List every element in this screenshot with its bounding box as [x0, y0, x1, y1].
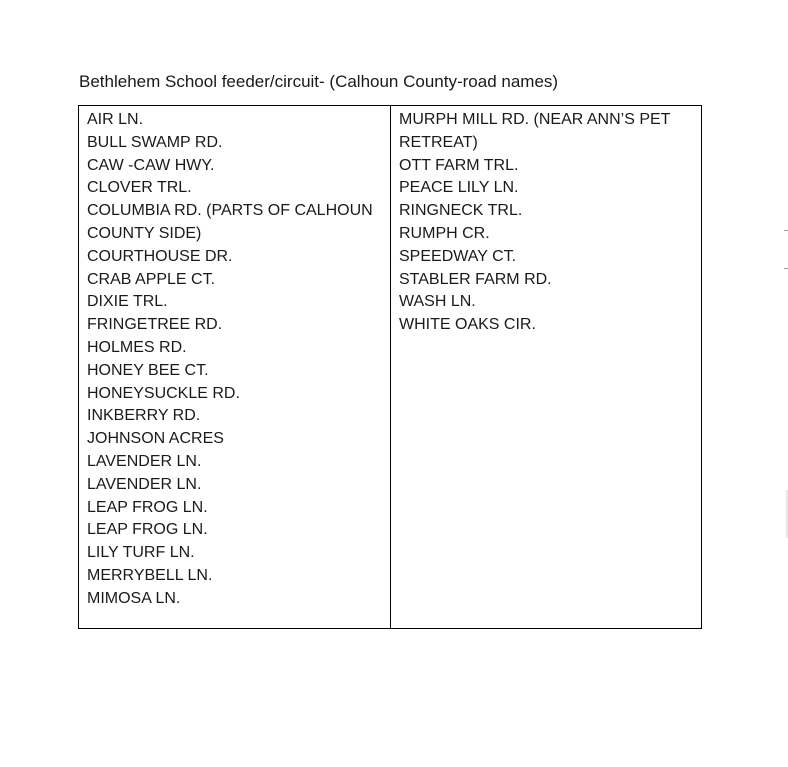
- road-name: RINGNECK TRL.: [399, 202, 523, 220]
- road-name: CRAB APPLE CT.: [87, 270, 216, 288]
- road-name: COURTHOUSE DR.: [87, 247, 233, 265]
- road-name: BULL SWAMP RD.: [87, 133, 223, 151]
- road-name: FRINGETREE RD.: [87, 316, 223, 334]
- road-name: RUMPH CR.: [399, 224, 490, 242]
- road-name: HOLMES RD.: [87, 338, 187, 356]
- road-name: INKBERRY RD.: [87, 407, 201, 425]
- road-name: LEAP FROG LN.: [87, 498, 208, 516]
- road-names-left-column: [79, 106, 391, 628]
- road-name: MURPH MILL RD. (NEAR ANN’S PET RETREAT): [399, 111, 671, 151]
- road-name: SPEEDWAY CT.: [399, 247, 517, 265]
- road-name: HONEYSUCKLE RD.: [87, 384, 240, 402]
- road-name: JOHNSON ACRES: [87, 430, 224, 448]
- road-name: MIMOSA LN.: [87, 589, 181, 607]
- page-edge-mark: [784, 268, 788, 269]
- road-names-right-column: [391, 106, 701, 628]
- page-title: Bethlehem School feeder/circuit- (Calhoun County-road names): [79, 72, 559, 91]
- road-name: WHITE OAKS CIR.: [399, 316, 536, 334]
- page-edge-mark: [784, 230, 788, 231]
- road-name: LILY TURF LN.: [87, 544, 195, 562]
- road-names-table: [78, 105, 702, 629]
- road-name: PEACE LILY LN.: [399, 179, 519, 197]
- road-name: COLUMBIA RD. (PARTS OF CALHOUN COUNTY SIDE): [87, 202, 373, 242]
- road-name: CAW -CAW HWY.: [87, 156, 215, 174]
- road-name: CLOVER TRL.: [87, 179, 192, 197]
- road-name: LEAP FROG LN.: [87, 521, 208, 539]
- road-name: AIR LN.: [87, 111, 144, 128]
- road-name: HONEY BEE CT.: [87, 361, 209, 379]
- road-name: MERRYBELL LN.: [87, 566, 213, 584]
- road-name: WASH LN.: [399, 293, 476, 311]
- road-name: OTT FARM TRL.: [399, 156, 519, 174]
- road-name: DIXIE TRL.: [87, 293, 168, 311]
- road-name: LAVENDER LN.: [87, 475, 202, 493]
- road-name: LAVENDER LN.: [87, 452, 202, 470]
- road-name: STABLER FARM RD.: [399, 270, 552, 288]
